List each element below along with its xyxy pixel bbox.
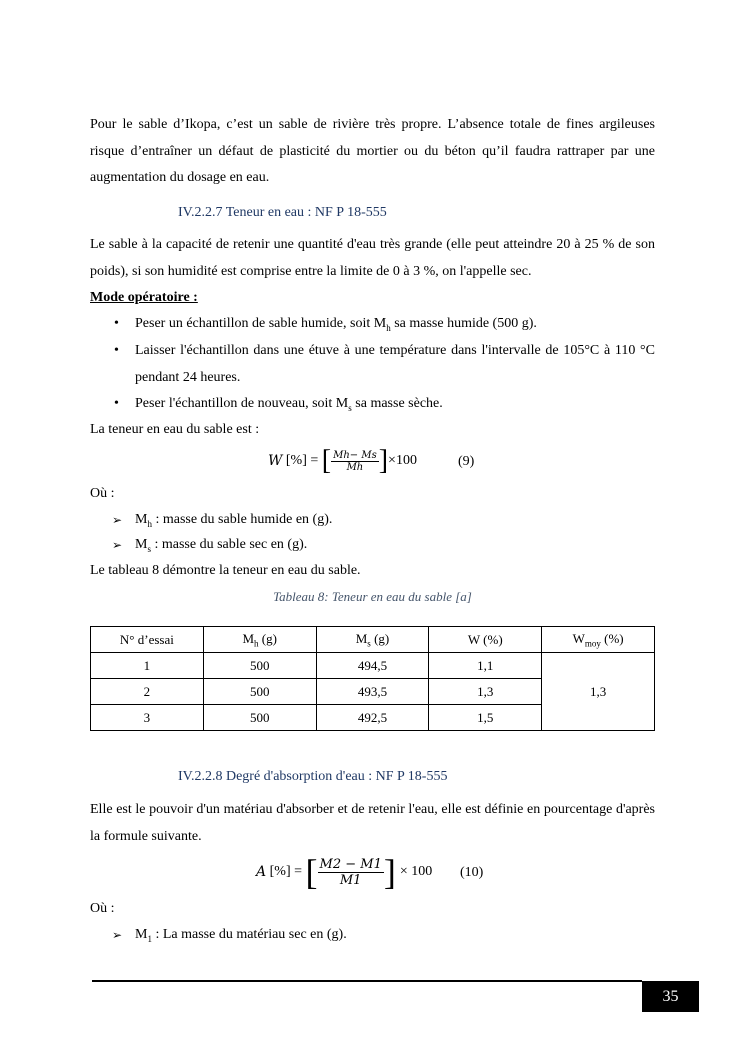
cell-w: 1,3 — [429, 679, 542, 705]
formula-multiplier: × 100 — [399, 864, 433, 879]
procedure-step-1: Peser un échantillon de sable humide, soit $M_h$ sa masse humide (500 g). — [135, 316, 537, 333]
formula-multiplier: ×100 — [388, 453, 417, 468]
formula-denominator: M1 — [339, 872, 362, 888]
cell-mh: 500 — [203, 679, 316, 705]
bracket-left: [ — [321, 445, 332, 476]
definition-mh: $M_h$ : masse du sable humide en (g). — [135, 512, 333, 529]
header-mh: $M_h$ (g) — [203, 627, 316, 653]
procedure-step-2: Laisser l'échantillon dans une étuve à une température dans l'intervalle de 105°C à 110 °C pendant 24 heures. — [135, 343, 655, 385]
cell-mh: 500 — [203, 653, 316, 679]
header-w: W (%) — [429, 627, 542, 653]
arrow-bullet-icon: ➢ — [112, 513, 123, 527]
equation-number-9: (9) — [458, 454, 475, 469]
cell-essai: 1 — [91, 653, 204, 679]
formula-fraction — [331, 450, 379, 473]
cell-wmoy: 1,3 — [542, 653, 655, 731]
mode-operatoire-title: Mode opératoire : — [90, 290, 198, 305]
table-header-row — [91, 627, 655, 653]
formula-denominator: Mh — [346, 461, 364, 473]
formula-fraction — [318, 857, 384, 888]
table-intro: Le tableau 8 démontre la teneur en eau du sable. — [90, 563, 361, 578]
cell-ms: 492,5 — [316, 705, 429, 731]
page-number: 35 — [642, 981, 699, 1012]
intro-paragraph: Pour le sable d’Ikopa, c’est un sable de rivière très propre. L’absence totale de fines argileuses risque d’entraîner un défaut de plasticité du mortier ou du béton qu’il faudra rattraper par une augmentation du dosage en eau. — [90, 117, 655, 185]
formula-numerator: Mh− Ms — [333, 449, 377, 461]
procedure-step-3: Peser l'échantillon de nouveau, soit $M_s$ sa masse sèche. — [135, 396, 443, 413]
definition-m1: $M_1$ : La masse du matériau sec en (g). — [135, 927, 347, 944]
teneur-eau-paragraph: Le sable à la capacité de retenir une quantité d'eau très grande (elle peut atteindre 20 à 25 % de son poids), si son humidité est comprise entre la limite de 0 à 3 %, on l'appelle sec. — [90, 237, 655, 279]
formula-numerator: M2 − M1 — [319, 856, 382, 872]
table-caption: Tableau 8: Teneur en eau du sable [a] — [273, 589, 472, 604]
cell-essai: 2 — [91, 679, 204, 705]
arrow-bullet-icon: ➢ — [112, 538, 123, 552]
section-heading-absorption: IV.2.2.8 Degré d'absorption d'eau : NF P 18-555 — [178, 769, 448, 784]
table-row — [91, 653, 655, 679]
bracket-left: [ — [305, 852, 318, 892]
formula-intro: La teneur en eau du sable est : — [90, 422, 260, 437]
formula-lhs: A — [256, 864, 267, 880]
header-wmoy: $W_{moy}$ (%) — [542, 627, 655, 653]
formula-10 — [256, 852, 432, 892]
cell-mh: 500 — [203, 705, 316, 731]
cell-ms: 494,5 — [316, 653, 429, 679]
ou-label: Où : — [90, 486, 115, 501]
formula-unit: [%] = — [282, 453, 322, 468]
bullet-dot: • — [114, 316, 119, 331]
arrow-bullet-icon: ➢ — [112, 928, 123, 942]
cell-ms: 493,5 — [316, 679, 429, 705]
equation-number-10: (10) — [460, 865, 484, 880]
footer-rule — [92, 980, 642, 982]
formula-unit: [%] = — [266, 864, 306, 879]
section-heading-teneur-eau: IV.2.2.7 Teneur en eau : NF P 18-555 — [178, 205, 387, 220]
formula-lhs: W — [268, 453, 283, 469]
bracket-right: ] — [383, 852, 396, 892]
bullet-dot: • — [114, 343, 119, 358]
header-essai: N° d’essai — [91, 627, 204, 653]
teneur-eau-table — [90, 626, 655, 731]
ou-label: Où : — [90, 901, 115, 916]
cell-w: 1,5 — [429, 705, 542, 731]
absorption-paragraph: Elle est le pouvoir d'un matériau d'absorber et de retenir l'eau, elle est définie en pourcentage d'après la formule suivante. — [90, 802, 655, 844]
formula-9 — [268, 445, 417, 477]
cell-essai: 3 — [91, 705, 204, 731]
bracket-right: ] — [378, 445, 389, 476]
header-ms: $M_s$ (g) — [316, 627, 429, 653]
bullet-dot: • — [114, 396, 119, 411]
cell-w: 1,1 — [429, 653, 542, 679]
definition-ms: $M_s$ : masse du sable sec en (g). — [135, 537, 308, 554]
